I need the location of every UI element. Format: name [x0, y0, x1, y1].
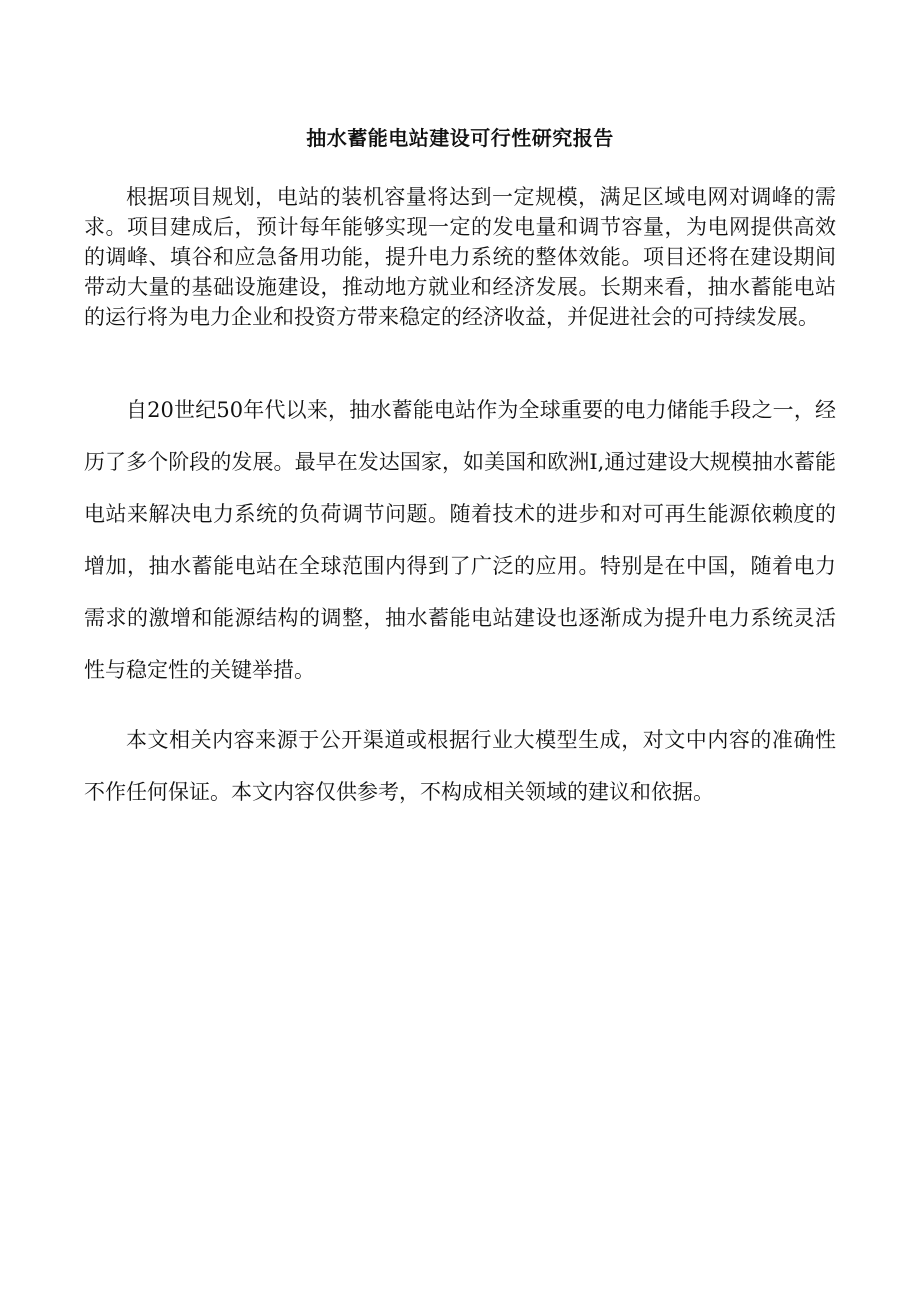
paragraph-disclaimer: 本文相关内容来源于公开渠道或根据行业大模型生成，对文中内容的准确性不作任何保证。本文内容仅供参考，不构成相关领域的建议和依据。	[84, 728, 836, 804]
document-title: 抽水蓄能电站建设可行性研究报告	[306, 126, 614, 150]
paragraph-history: 自20世纪50年代以来，抽水蓄能电站作为全球重要的电力储能手段之一，经历了多个阶段的发展。最早在发达国家，如美国和欧洲I,通过建设大规模抽水蓄能电站来解决电力系统的负荷调节问题。随着技术的进步和对可再生能源依赖度的增加，抽水蓄能电站在全球范围内得到了广泛的应用。特别是在中国，随着电力需求的激增和能源结构的调整，抽水蓄能电站建设也逐渐成为提升电力系统灵活性与稳定性的关键举措。	[84, 398, 836, 682]
paragraph-project-plan: 根据项目规划，电站的装机容量将达到一定规模，满足区域电网对调峰的需求。项目建成后，预计每年能够实现一定的发电量和调节容量，为电网提供高效的调峰、填谷和应急备用功能，提升电力系统的整体效能。项目还将在建设期间带动大量的基础设施建设，推动地方就业和经济发展。长期来看，抽水蓄能电站的运行将为电力企业和投资方带来稳定的经济收益，并促进社会的可持续发展。	[84, 185, 836, 329]
